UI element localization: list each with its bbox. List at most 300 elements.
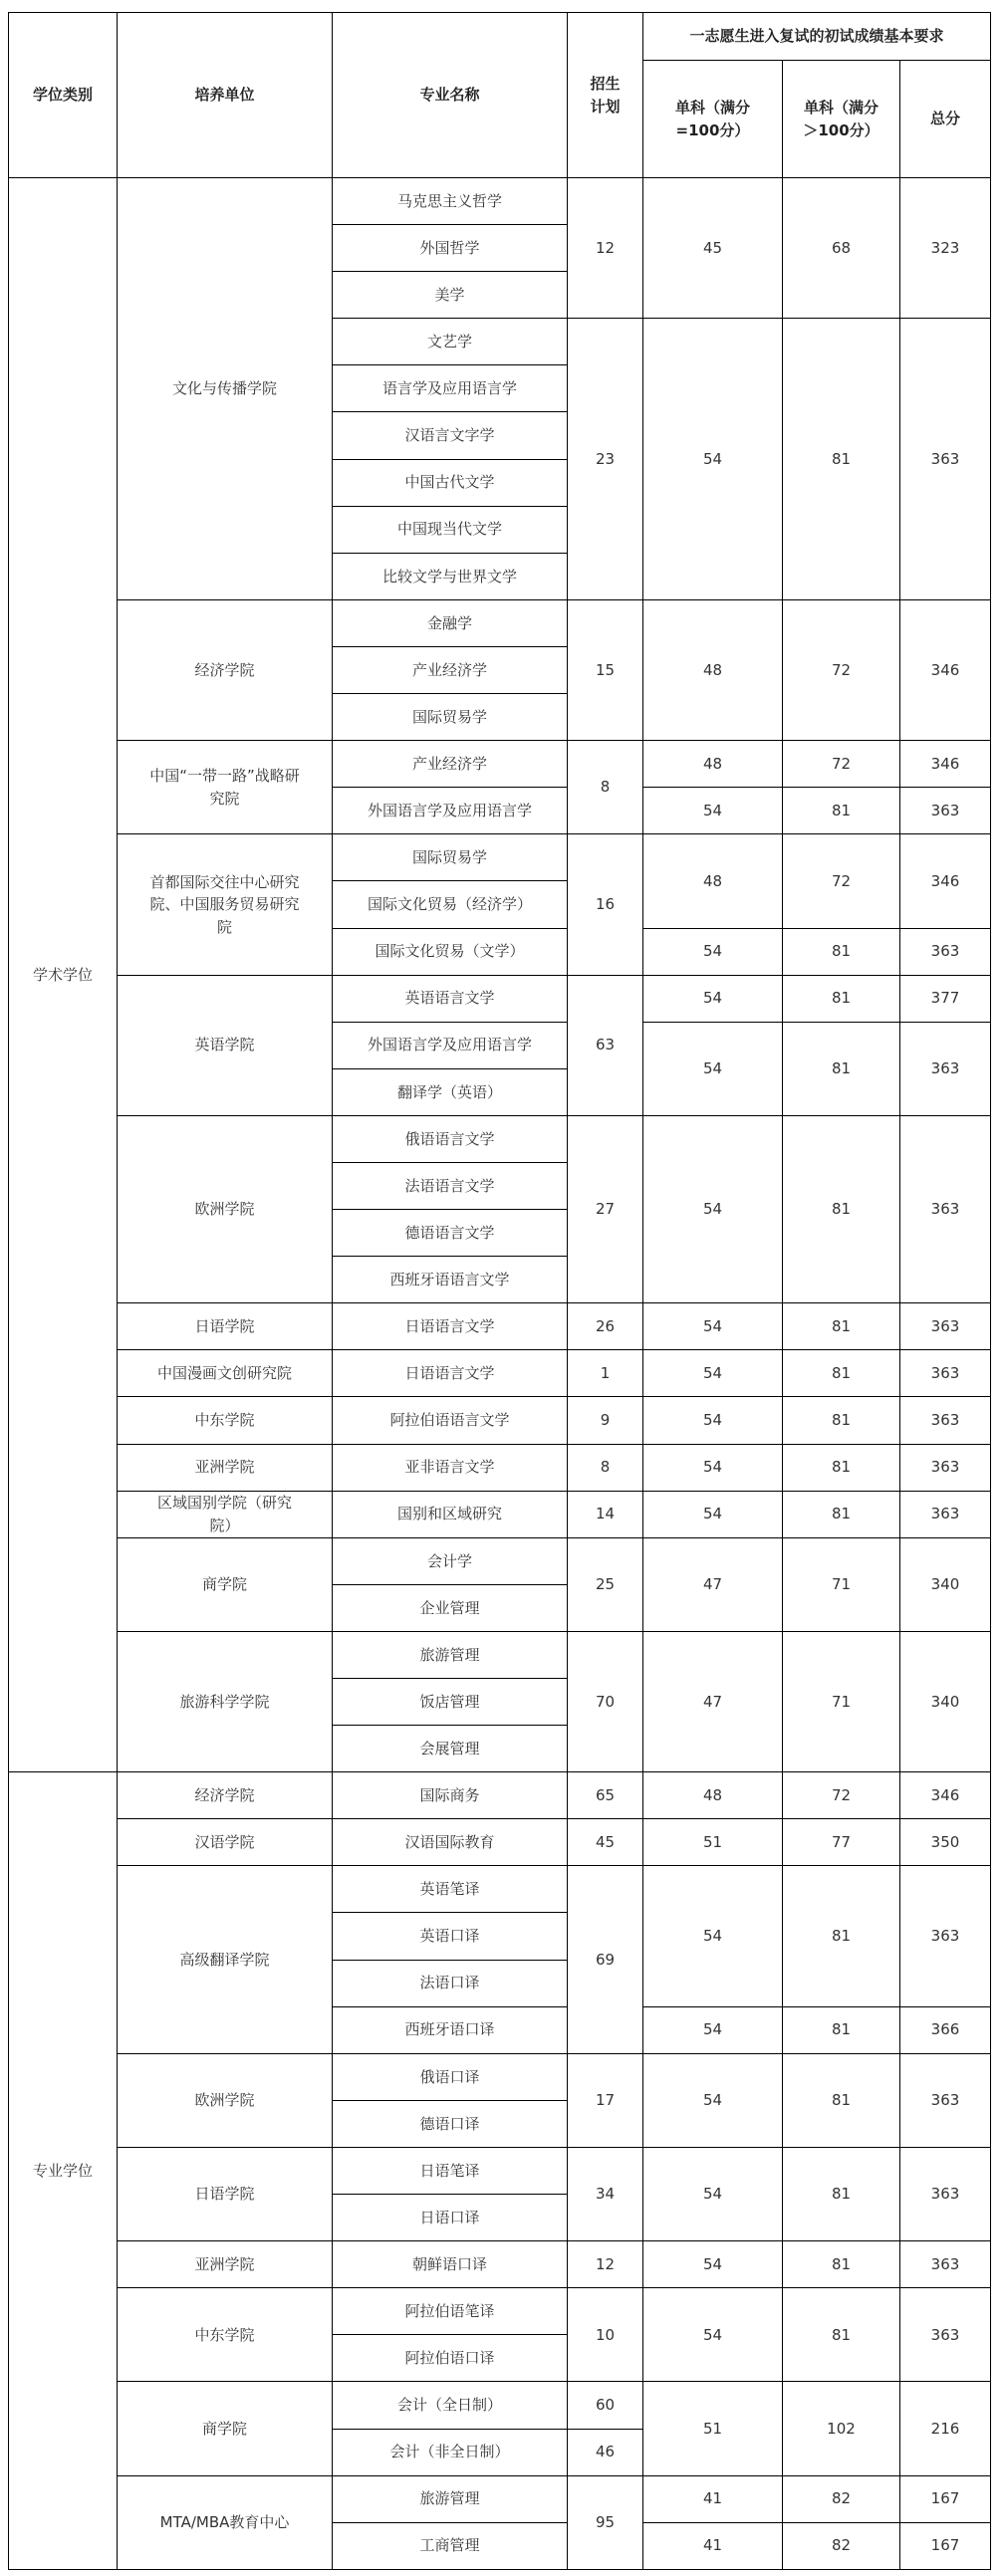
single-100-cell-text: 54: [702, 1317, 723, 1336]
single-100-cell-text: 51: [702, 1833, 723, 1852]
major-cell: [333, 2241, 568, 2288]
total-cell: [900, 1819, 991, 1866]
single-gt100-cell-text: 81: [831, 449, 852, 468]
major-cell: [333, 459, 568, 506]
quota-cell-text: 16: [595, 895, 616, 914]
quota-cell: [568, 975, 643, 1115]
degree-type-cell-text: 学术学位: [32, 965, 93, 984]
single-100-cell: [643, 599, 783, 740]
single-gt100-cell: [783, 2288, 900, 2382]
unit-cell-text: 中国“一带一路”战略研究院: [149, 767, 300, 808]
single-gt100-cell: [783, 1631, 900, 1771]
total-cell-text: 167: [930, 2536, 960, 2555]
degree-type-cell: [9, 178, 118, 1772]
major-cell: [333, 1350, 568, 1397]
single-100-cell-text: 51: [702, 2419, 723, 2438]
single-100-cell-text: 54: [702, 1927, 723, 1946]
total-cell-text: 363: [930, 1364, 960, 1383]
single-100-cell-text: 54: [702, 1505, 723, 1523]
quota-cell-text: 15: [595, 660, 616, 679]
quota-cell: [568, 2429, 643, 2475]
single-gt100-cell-text: 81: [831, 802, 852, 820]
major-cell-text: 英语口译: [419, 1927, 480, 1946]
single-100-cell: [643, 928, 783, 975]
total-cell: [900, 178, 991, 319]
single-100-cell: [643, 1819, 783, 1866]
table-row: [9, 2241, 991, 2288]
total-cell-text: 363: [930, 802, 960, 820]
quota-cell-text: 8: [600, 1458, 611, 1477]
major-cell: [333, 412, 568, 459]
single-gt100-cell: [783, 599, 900, 740]
single-100-cell: [643, 1022, 783, 1115]
header-quota: 招生计划: [568, 13, 643, 178]
quota-cell: [568, 2053, 643, 2147]
major-cell: [333, 881, 568, 928]
unit-cell: [118, 599, 333, 740]
major-cell-text: 比较文学与世界文学: [381, 567, 517, 585]
single-gt100-cell-text: 72: [831, 754, 852, 773]
unit-cell-text: 欧洲学院: [194, 2091, 255, 2110]
table-row: [9, 741, 991, 788]
unit-cell-text: 亚洲学院: [194, 2254, 255, 2273]
major-cell-text: 会计（全日制）: [396, 2396, 502, 2415]
single-gt100-cell-text: 81: [831, 1364, 852, 1383]
single-gt100-cell: [783, 2475, 900, 2522]
single-100-cell: [643, 1537, 783, 1631]
major-cell: [333, 646, 568, 693]
unit-cell: [118, 1303, 333, 1350]
unit-cell-text: 日语学院: [194, 2185, 255, 2204]
unit-cell: [118, 2147, 333, 2240]
total-cell: [900, 2053, 991, 2147]
major-cell: [333, 2006, 568, 2053]
total-cell: [900, 1115, 991, 1302]
quota-cell-text: 45: [595, 1833, 616, 1852]
single-gt100-cell-text: 71: [831, 1575, 852, 1594]
total-cell-text: 363: [930, 1200, 960, 1219]
single-gt100-cell: [783, 975, 900, 1022]
major-cell-text: 国际贸易学: [411, 707, 487, 726]
single-gt100-cell-text: 81: [831, 989, 852, 1008]
major-cell: [333, 975, 568, 1022]
major-cell-text: 美学: [434, 285, 465, 304]
major-cell-text: 德语口译: [419, 2114, 480, 2133]
total-cell-text: 363: [930, 2254, 960, 2273]
major-cell-text: 阿拉伯语口译: [404, 2349, 495, 2368]
quota-cell-text: 9: [600, 1411, 611, 1430]
single-100-cell: [643, 1631, 783, 1771]
unit-cell-text: 亚洲学院: [194, 1458, 255, 1477]
major-cell: [333, 1303, 568, 1350]
total-cell: [900, 741, 991, 788]
total-cell: [900, 1866, 991, 2006]
total-cell: [900, 1631, 991, 1771]
major-cell: [333, 1257, 568, 1303]
unit-cell: [118, 1866, 333, 2053]
single-gt100-cell: [783, 1491, 900, 1537]
single-gt100-cell-text: 81: [831, 1927, 852, 1946]
single-100-cell: [643, 834, 783, 928]
single-gt100-cell-text: 72: [831, 660, 852, 679]
single-gt100-cell-text: 81: [831, 2020, 852, 2039]
quota-cell: [568, 1631, 643, 1771]
header-degree-type: 学位类别: [9, 13, 118, 178]
major-cell-text: 英语笔译: [419, 1880, 480, 1899]
major-cell-text: 朝鲜语口译: [411, 2254, 487, 2273]
single-100-cell-text: 54: [702, 2254, 723, 2273]
quota-cell-text: 17: [595, 2091, 616, 2110]
major-cell: [333, 178, 568, 225]
unit-cell: [118, 1350, 333, 1397]
single-gt100-cell: [783, 788, 900, 834]
major-cell-text: 国际商务: [419, 1785, 480, 1804]
major-cell: [333, 928, 568, 975]
unit-cell: [118, 1819, 333, 1866]
major-cell: [333, 2382, 568, 2429]
total-cell: [900, 1397, 991, 1444]
total-cell-text: 363: [930, 2185, 960, 2204]
total-cell-text: 346: [930, 871, 960, 890]
single-100-cell: [643, 1397, 783, 1444]
single-gt100-cell: [783, 178, 900, 319]
quota-cell-text: 63: [595, 1036, 616, 1054]
total-cell-text: 340: [930, 1692, 960, 1711]
major-cell-text: 中国古代文学: [404, 473, 495, 492]
single-gt100-cell-text: 72: [831, 1785, 852, 1804]
unit-cell: [118, 1397, 333, 1444]
total-cell: [900, 2147, 991, 2240]
total-cell-text: 363: [930, 1411, 960, 1430]
unit-cell-text: 经济学院: [194, 1785, 255, 1804]
single-gt100-cell-text: 68: [831, 238, 852, 257]
major-cell-text: 日语语言文学: [404, 1364, 495, 1383]
quota-cell: [568, 834, 643, 975]
quota-cell: [568, 2475, 643, 2569]
single-gt100-cell-text: 102: [827, 2419, 856, 2438]
major-cell-text: 亚非语言文学: [404, 1458, 495, 1477]
single-gt100-cell: [783, 2382, 900, 2475]
total-cell-text: 346: [930, 1785, 960, 1804]
table-row: [9, 2147, 991, 2194]
major-cell-text: 国际文化贸易（文学）: [375, 942, 525, 961]
unit-cell-text: 欧洲学院: [194, 1200, 255, 1219]
single-100-cell-text: 48: [702, 660, 723, 679]
quota-cell-text: 34: [595, 2185, 616, 2204]
single-gt100-cell: [783, 1397, 900, 1444]
major-cell: [333, 2053, 568, 2100]
total-cell-text: 346: [930, 660, 960, 679]
total-cell-text: 363: [930, 449, 960, 468]
major-cell: [333, 2475, 568, 2522]
quota-cell: [568, 1350, 643, 1397]
single-gt100-cell: [783, 2241, 900, 2288]
single-gt100-cell-text: 81: [831, 2091, 852, 2110]
total-cell: [900, 599, 991, 740]
table-row: [9, 1444, 991, 1491]
unit-cell-text: 商学院: [201, 1575, 247, 1594]
table-row: [9, 834, 991, 881]
major-cell: [333, 2147, 568, 2194]
unit-cell: [118, 1631, 333, 1771]
quota-cell-text: 60: [595, 2396, 616, 2415]
single-gt100-cell: [783, 319, 900, 600]
total-cell: [900, 928, 991, 975]
major-cell-text: 外国语言学及应用语言学: [367, 1036, 532, 1054]
major-cell: [333, 506, 568, 553]
single-gt100-cell-text: 72: [831, 871, 852, 890]
unit-cell-text: 经济学院: [194, 660, 255, 679]
score-requirements-table: [8, 12, 991, 2570]
single-100-cell: [643, 1115, 783, 1302]
quota-cell-text: 27: [595, 1200, 616, 1219]
single-100-cell: [643, 2241, 783, 2288]
unit-cell: [118, 975, 333, 1115]
unit-cell-text: 旅游科学学院: [179, 1692, 270, 1711]
single-100-cell: [643, 2475, 783, 2522]
major-cell-text: 英语语言文学: [404, 989, 495, 1008]
table-row: [9, 1866, 991, 1913]
single-100-cell-text: 54: [702, 2185, 723, 2204]
major-cell: [333, 1537, 568, 1584]
unit-cell: [118, 178, 333, 600]
total-cell-text: 363: [930, 1458, 960, 1477]
total-cell: [900, 319, 991, 600]
major-cell-text: 阿拉伯语笔译: [404, 2302, 495, 2321]
degree-type-cell-text: 专业学位: [32, 2161, 93, 2180]
unit-cell-text: 文化与传播学院: [171, 379, 277, 398]
total-cell-text: 363: [930, 1505, 960, 1523]
major-cell-text: 日语口译: [419, 2208, 480, 2226]
single-100-cell-text: 54: [702, 1364, 723, 1383]
single-100-cell-text: 54: [702, 1200, 723, 1219]
quota-cell: [568, 1537, 643, 1631]
single-gt100-cell-text: 71: [831, 1692, 852, 1711]
single-100-cell: [643, 1491, 783, 1537]
single-100-cell-text: 41: [702, 2489, 723, 2508]
single-100-cell: [643, 2382, 783, 2475]
major-cell-text: 外国哲学: [419, 238, 480, 257]
total-cell: [900, 2382, 991, 2475]
table-row: [9, 1115, 991, 1162]
single-100-cell: [643, 1303, 783, 1350]
single-gt100-cell-text: 81: [831, 1411, 852, 1430]
total-cell-text: 216: [930, 2419, 960, 2438]
single-100-cell-text: 47: [702, 1575, 723, 1594]
unit-cell: [118, 1444, 333, 1491]
single-gt100-cell-text: 81: [831, 1317, 852, 1336]
single-100-cell-text: 54: [702, 989, 723, 1008]
major-cell-text: 金融学: [426, 613, 472, 632]
single-gt100-cell: [783, 928, 900, 975]
quota-cell: [568, 2147, 643, 2240]
single-100-cell: [643, 1772, 783, 1819]
major-cell: [333, 1631, 568, 1678]
major-cell: [333, 272, 568, 319]
single-100-cell: [643, 1444, 783, 1491]
single-100-cell-text: 48: [702, 754, 723, 773]
total-cell-text: 377: [930, 989, 960, 1008]
quota-cell: [568, 1303, 643, 1350]
major-cell-text: 饭店管理: [419, 1692, 480, 1711]
single-100-cell: [643, 2288, 783, 2382]
quota-cell-text: 10: [595, 2325, 616, 2344]
quota-cell-text: 1: [600, 1364, 611, 1383]
unit-cell: [118, 1115, 333, 1302]
major-cell: [333, 1772, 568, 1819]
major-cell: [333, 1819, 568, 1866]
single-100-cell: [643, 741, 783, 788]
quota-cell-text: 25: [595, 1575, 616, 1594]
total-cell-text: 363: [930, 2325, 960, 2344]
major-cell-text: 会展管理: [419, 1739, 480, 1757]
single-100-cell-text: 54: [702, 1411, 723, 1430]
single-gt100-cell: [783, 1537, 900, 1631]
single-gt100-cell: [783, 2053, 900, 2147]
major-cell-text: 俄语口译: [419, 2067, 480, 2086]
total-cell: [900, 2522, 991, 2569]
single-100-cell: [643, 1350, 783, 1397]
single-gt100-cell-text: 82: [831, 2489, 852, 2508]
table-row: [9, 2288, 991, 2335]
single-100-cell: [643, 1866, 783, 2006]
major-cell-text: 西班牙语口译: [404, 2020, 495, 2039]
single-100-cell-text: 54: [702, 802, 723, 820]
major-cell: [333, 2195, 568, 2241]
single-100-cell-text: 54: [702, 2020, 723, 2039]
quota-cell: [568, 1444, 643, 1491]
major-cell: [333, 1913, 568, 1960]
single-100-cell: [643, 788, 783, 834]
single-100-cell: [643, 2147, 783, 2240]
total-cell: [900, 1772, 991, 1819]
total-cell: [900, 834, 991, 928]
unit-cell-text: 日语学院: [194, 1317, 255, 1336]
unit-cell-text: 汉语学院: [194, 1833, 255, 1852]
unit-cell: [118, 2475, 333, 2569]
unit-cell: [118, 741, 333, 834]
major-cell-text: 会计学: [426, 1551, 472, 1570]
major-cell-text: 阿拉伯语语言文学: [389, 1411, 510, 1430]
quota-cell-text: 46: [595, 2443, 616, 2461]
total-cell: [900, 2288, 991, 2382]
single-100-cell-text: 45: [702, 238, 723, 257]
quota-cell: [568, 1866, 643, 2053]
unit-cell-text: MTA/MBA教育中心: [159, 2512, 290, 2531]
major-cell: [333, 834, 568, 881]
unit-cell-text: 首都国际交往中心研究院、中国服务贸易研究院: [149, 872, 300, 936]
header-requirement: 一志愿生进入复试的初试成绩基本要求: [643, 13, 991, 61]
quota-cell: [568, 2241, 643, 2288]
unit-cell: [118, 2241, 333, 2288]
major-cell: [333, 1444, 568, 1491]
total-cell-text: 363: [930, 942, 960, 961]
single-gt100-cell: [783, 1444, 900, 1491]
single-gt100-cell-text: 81: [831, 1505, 852, 1523]
table-row: [9, 975, 991, 1022]
major-cell-text: 国际贸易学: [411, 848, 487, 867]
major-cell-text: 法语语言文学: [404, 1176, 495, 1195]
quota-cell-text: 95: [595, 2512, 616, 2531]
quota-cell: [568, 2288, 643, 2382]
single-100-cell-text: 54: [702, 2325, 723, 2344]
unit-cell-text: 中东学院: [194, 2325, 255, 2344]
major-cell-text: 外国语言学及应用语言学: [367, 802, 532, 820]
total-cell: [900, 788, 991, 834]
major-cell: [333, 2429, 568, 2475]
major-cell-text: 旅游管理: [419, 1645, 480, 1664]
major-cell-text: 产业经济学: [411, 754, 487, 773]
major-cell-text: 西班牙语语言文学: [389, 1270, 510, 1288]
total-cell-text: 323: [930, 238, 960, 257]
header-unit: 培养单位: [118, 13, 333, 178]
single-gt100-cell: [783, 2522, 900, 2569]
major-cell-text: 翻译学（英语）: [396, 1082, 502, 1101]
major-cell-text: 国际文化贸易（经济学）: [367, 895, 532, 914]
single-100-cell: [643, 2006, 783, 2053]
total-cell-text: 340: [930, 1575, 960, 1594]
total-cell-text: 346: [930, 754, 960, 773]
quota-cell: [568, 2382, 643, 2429]
major-cell: [333, 694, 568, 741]
quota-cell-text: 12: [595, 238, 616, 257]
unit-cell-text: 高级翻译学院: [179, 1950, 270, 1969]
single-gt100-cell-text: 77: [831, 1833, 852, 1852]
total-cell: [900, 1350, 991, 1397]
major-cell: [333, 1491, 568, 1537]
total-cell: [900, 1491, 991, 1537]
single-gt100-cell-text: 81: [831, 942, 852, 961]
unit-cell: [118, 1772, 333, 1819]
single-100-cell: [643, 319, 783, 600]
header-major: 专业名称: [333, 13, 568, 178]
single-100-cell: [643, 975, 783, 1022]
single-gt100-cell-text: 82: [831, 2536, 852, 2555]
single-gt100-cell: [783, 1022, 900, 1115]
major-cell: [333, 2335, 568, 2382]
single-100-cell-text: 54: [702, 942, 723, 961]
total-cell-text: 363: [930, 1059, 960, 1078]
single-gt100-cell: [783, 834, 900, 928]
table-row: [9, 2053, 991, 2100]
quota-cell-text: 65: [595, 1785, 616, 1804]
major-cell-text: 国别和区域研究: [396, 1505, 502, 1523]
single-gt100-cell-text: 81: [831, 2325, 852, 2344]
quota-cell-text: 12: [595, 2254, 616, 2273]
single-100-cell-text: 54: [702, 449, 723, 468]
major-cell-text: 德语语言文学: [404, 1223, 495, 1242]
total-cell-text: 350: [930, 1833, 960, 1852]
unit-cell-text: 中东学院: [194, 1411, 255, 1430]
quota-cell-text: 69: [595, 1950, 616, 1969]
major-cell: [333, 1584, 568, 1631]
quota-cell-text: 70: [595, 1692, 616, 1711]
table-row: [9, 178, 991, 225]
quota-cell-text: 26: [595, 1317, 616, 1336]
major-cell-text: 旅游管理: [419, 2489, 480, 2508]
major-cell: [333, 365, 568, 412]
total-cell: [900, 1444, 991, 1491]
single-gt100-cell: [783, 2006, 900, 2053]
major-cell: [333, 1162, 568, 1209]
total-cell: [900, 1022, 991, 1115]
single-100-cell-text: 54: [702, 1059, 723, 1078]
single-gt100-cell: [783, 1866, 900, 2006]
header-total: 总分: [900, 61, 991, 178]
total-cell: [900, 1537, 991, 1631]
quota-cell: [568, 1819, 643, 1866]
major-cell: [333, 1115, 568, 1162]
